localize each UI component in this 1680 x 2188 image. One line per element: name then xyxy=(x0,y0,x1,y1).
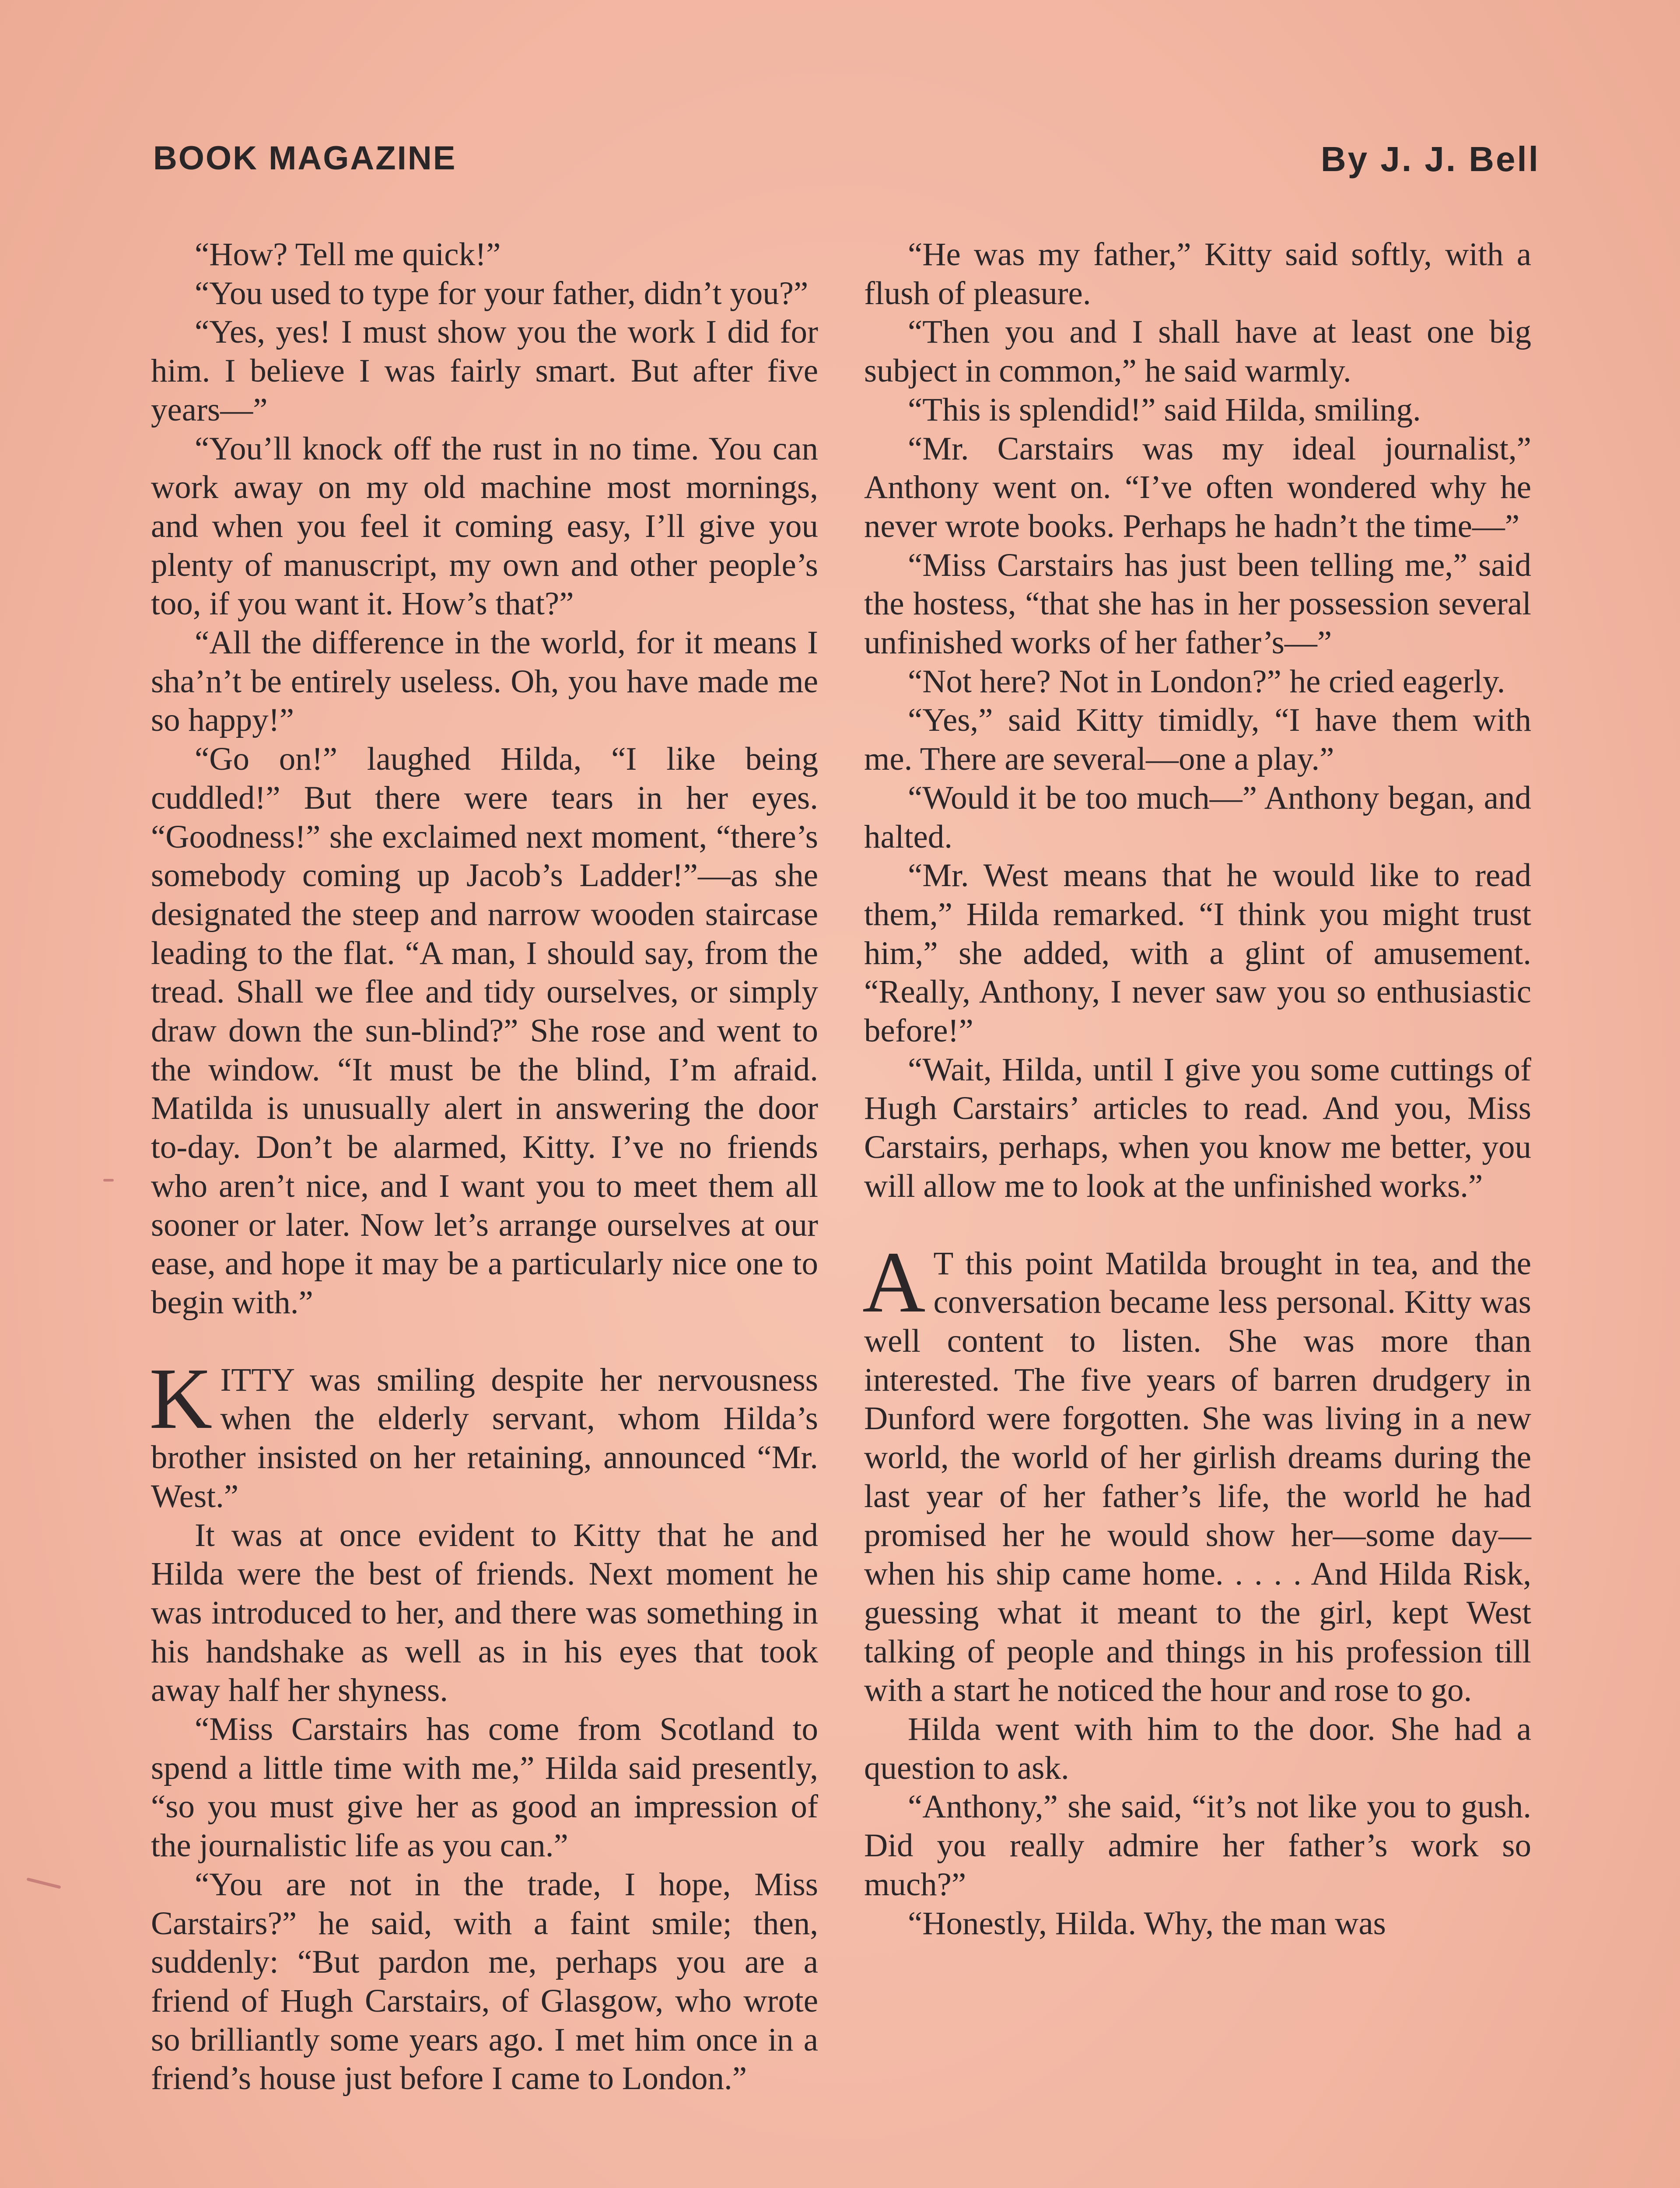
paragraph: “Would it be too much—” Anthony began, and halted. xyxy=(864,779,1531,855)
paragraph: It was at once evident to Kitty that he and Hilda were the best of friends. Next moment he was introduced to her, and there was something in his handshake as well as in his eyes that took away half her shyness. xyxy=(151,1517,818,1709)
paragraph: “All the difference in the world, for it means I sha’n’t be entirely useless. Oh, you have made me so happy!” xyxy=(151,624,818,739)
section-opening-paragraph xyxy=(149,1350,818,1516)
paragraph: “Mr. Carstairs was my ideal journalist,” Anthony went on. “I’ve often wondered why he never wrote books. Perhaps he hadn’t the time—” xyxy=(864,430,1531,544)
paragraph: “This is splendid!” said Hilda, smiling. xyxy=(908,391,1421,428)
paragraph: “How? Tell me quick!” xyxy=(195,236,501,273)
right-column xyxy=(864,235,1531,1943)
paragraph: “You’ll knock off the rust in no time. You can work away on my old machine most mornings, and when you feel it coming easy, I’ll give you plenty of manuscript, my own and other people’s too, if you want it. How’s that?” xyxy=(151,430,818,622)
paragraph-text: T this point Matilda brought in tea, and the conversation became less personal. Kitty was well content to listen. She was more than interested. The five years of barren drudgery in Dunford were forgotten. She was living in a new world, the world of her girlish dreams during the last year of her father’s life, the world he had promised her he would show her—some day—when his ship came home. . . . . And Hilda Risk, guessing what it meant to the girl, kept West talking of people and things in his profession till with a start he noticed the hour and rose to go. xyxy=(864,1245,1531,1709)
paragraph: “You are not in the trade, I hope, Miss Carstairs?” he said, with a faint smile; then, suddenly: “But pardon me, perhaps you are a friend of Hugh Carstairs, of Glasgow, who wrote so brilliantly some years ago. I met him once in a friend’s house just before I came to London.” xyxy=(151,1866,818,2097)
paragraph: “Mr. West means that he would like to read them,” Hilda remarked. “I think you might trust him,” she added, with a glint of amusement. “Really, Anthony, I never saw you so enthusiastic before!” xyxy=(864,857,1531,1049)
paragraph: “Then you and I shall have at least one big subject in common,” he said warmly. xyxy=(864,314,1531,389)
paragraph: “Go on!” laughed Hilda, “I like being cuddled!” But there were tears in her eyes. “Goodness!” she exclaimed next moment, “there’s somebody coming up Jacob’s Ladder!”—as she designated the steep and narrow wooden staircase leading to the flat. “A man, I should say, from the tread. Shall we flee and tidy ourselves, or simply draw down the sun-blind?” She rose and went to the window. “It must be the blind, I’m afraid. Matilda is unusually alert in answering the door to-day. Don’t be alarmed, Kitty. I’ve no friends who aren’t nice, and I want you to meet them all sooner or later. Now let’s arrange ourselves at our ease, and hope it may be a particularly nice one to begin with.” xyxy=(151,741,818,1321)
byline: By J. J. Bell xyxy=(1320,140,1540,179)
drop-cap: A xyxy=(862,1234,926,1331)
paragraph: “Miss Carstairs has come from Scotland to spend a little time with me,” Hilda said presently, “so you must give her as good an impression of the journalistic life as you can.” xyxy=(151,1711,818,1864)
running-head: BOOK MAGAZINE xyxy=(153,140,457,177)
paragraph: “Miss Carstairs has just been telling me,” said the hostess, “that she has in her possession several unfinished works of her father’s—” xyxy=(864,547,1531,661)
paragraph: “Not here? Not in London?” he cried eagerly. xyxy=(908,663,1505,700)
paragraph: “Anthony,” she said, “it’s not like you to gush. Did you really admire her father’s work so much?” xyxy=(864,1788,1531,1903)
paragraph-text: ITTY was smiling despite her nervousness when the elderly servant, whom Hilda’s brother insisted on her retaining, announced “Mr. West.” xyxy=(151,1361,818,1515)
paragraph: “Wait, Hilda, until I give you some cuttings of Hugh Carstairs’ articles to read. And you, Miss Carstairs, perhaps, when you know me better, you will allow me to look at the unfinished works.” xyxy=(864,1051,1531,1204)
paragraph: “You used to type for your father, didn’t you?” xyxy=(195,275,808,312)
margin-mark xyxy=(103,1179,114,1182)
page-header xyxy=(153,139,1540,192)
paragraph: “Honestly, Hilda. Why, the man was xyxy=(908,1905,1386,1942)
paragraph: Hilda went with him to the door. She had a question to ask. xyxy=(864,1711,1531,1786)
section-opening-paragraph xyxy=(862,1234,1531,1710)
drop-cap: K xyxy=(149,1350,213,1447)
paragraph: “Yes, yes! I must show you the work I did for him. I believe I was fairly smart. But after five years—” xyxy=(151,314,818,428)
margin-mark xyxy=(26,1877,61,1889)
paragraph: “Yes,” said Kitty timidly, “I have them with me. There are several—one a play.” xyxy=(864,702,1531,778)
paragraph: “He was my father,” Kitty said softly, with a flush of pleasure. xyxy=(864,236,1531,312)
left-column xyxy=(151,235,818,2098)
